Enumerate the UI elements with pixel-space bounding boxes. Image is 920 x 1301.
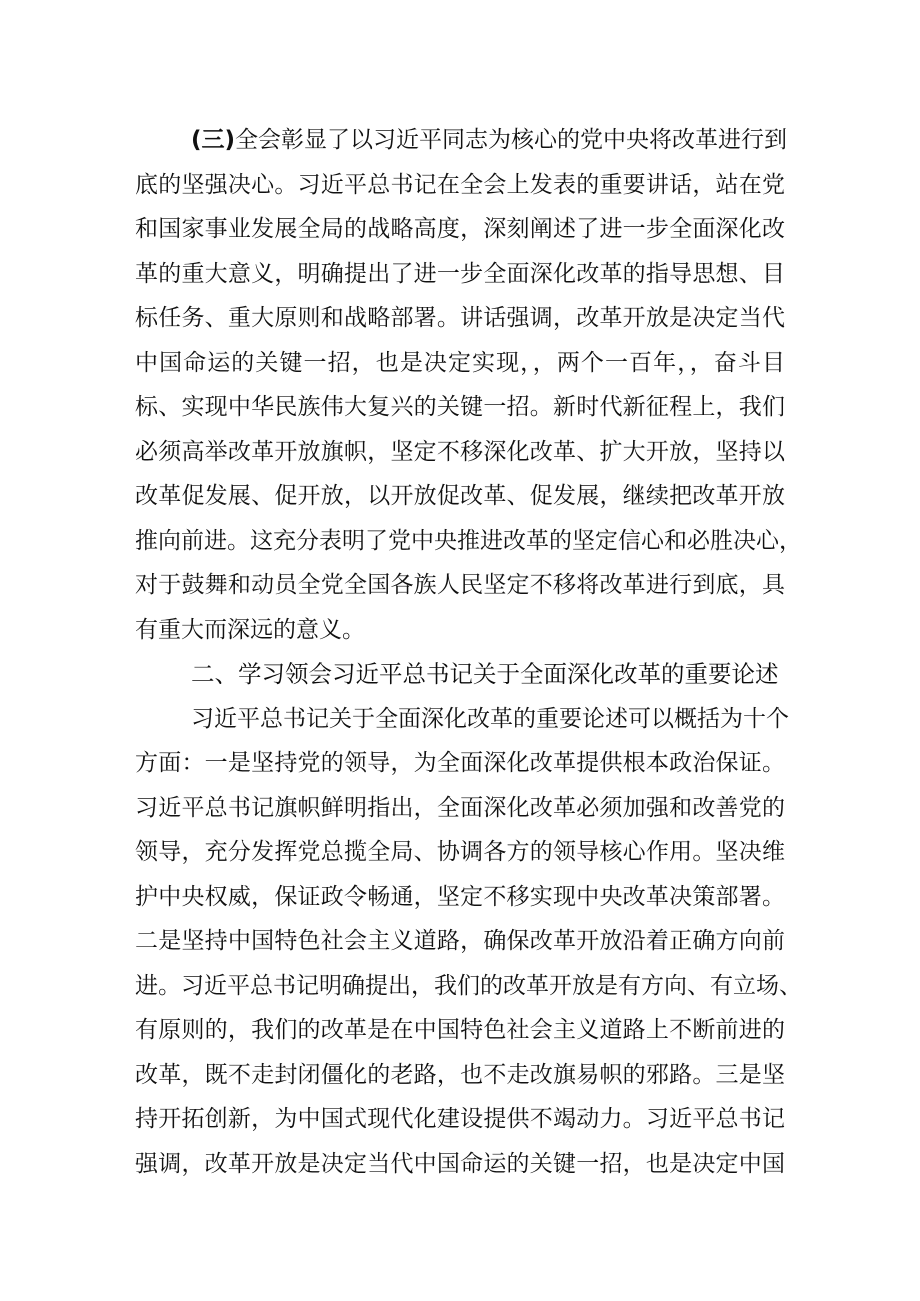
paragraph-line: 强调，改革开放是决定当代中国命运的关键一招，也是决定中国: [135, 1150, 785, 1177]
paragraph-line: 标任务、重大原则和战略部署。讲话强调，改革开放是决定当代: [135, 305, 785, 331]
paragraph-line: 有重大而深远的意义。: [135, 616, 365, 643]
paragraph-line: 持开拓创新，为中国式现代化建设提供不竭动力。习近平总书记: [135, 1106, 785, 1132]
section-heading: 二、学习领会习近平总书记关于全面深化改革的重要论述: [191, 660, 779, 688]
paragraph-line: 改革，既不走封闭僵化的老路，也不走改旗易帜的邪路。三是坚: [135, 1061, 785, 1088]
paragraph-line: 有原则的，我们的改革是在中国特色社会主义道路上不断前进的: [135, 1017, 785, 1043]
paragraph-line: 习近平总书记旗帜鲜明指出，全面深化改革必须加强和改善党的: [135, 794, 785, 821]
paragraph-line: 底的坚强决心。习近平总书记在全会上发表的重要讲话，站在党: [135, 171, 785, 198]
paragraph-line: 推向前进。这充分表明了党中央推进改革的坚定信心和必胜决心，: [135, 527, 802, 554]
paragraph-line: 中国命运的关键一招，也是决定实现，，两个一百年，，奋斗目: [135, 349, 785, 376]
paragraph-line: 二是坚持中国特色社会主义道路，确保改革开放沿着正确方向前: [135, 928, 785, 954]
paragraph-text: 全会彰显了以习近平同志为核心的党中央将改革进行到: [235, 127, 788, 153]
paragraph-line: 改革促发展、促开放，以开放促改革、促发展，继续把改革开放: [135, 483, 785, 509]
paragraph-line: 对于鼓舞和动员全党全国各族人民坚定不移将改革进行到底，具: [135, 572, 785, 598]
paragraph-line: 进。习近平总书记明确提出，我们的改革开放是有方向、有立场、: [135, 972, 802, 999]
section-marker: (三): [191, 127, 236, 153]
paragraph-line: 和国家事业发展全局的战略高度，深刻阐述了进一步全面深化改: [135, 216, 785, 242]
paragraph-line: 革的重大意义，明确提出了进一步全面深化改革的指导思想、目: [135, 260, 785, 287]
paragraph-line: 护中央权威，保证政令畅通，坚定不移实现中央改革决策部署。: [135, 883, 785, 910]
paragraph-line: [135, 118, 788, 163]
paragraph-line: 标、实现中华民族伟大复兴的关键一招。新时代新征程上，我们: [135, 394, 785, 420]
paragraph-line: 习近平总书记关于全面深化改革的重要论述可以概括为十个: [191, 705, 789, 732]
paragraph-line: 方面：一是坚持党的领导，为全面深化改革提供根本政治保证。: [135, 750, 785, 776]
document-body: [135, 118, 802, 1186]
paragraph-line: 必须高举改革开放旗帜，坚定不移深化改革、扩大开放，坚持以: [135, 438, 785, 465]
paragraph-line: 领导，充分发挥党总揽全局、协调各方的领导核心作用。坚决维: [135, 839, 785, 865]
